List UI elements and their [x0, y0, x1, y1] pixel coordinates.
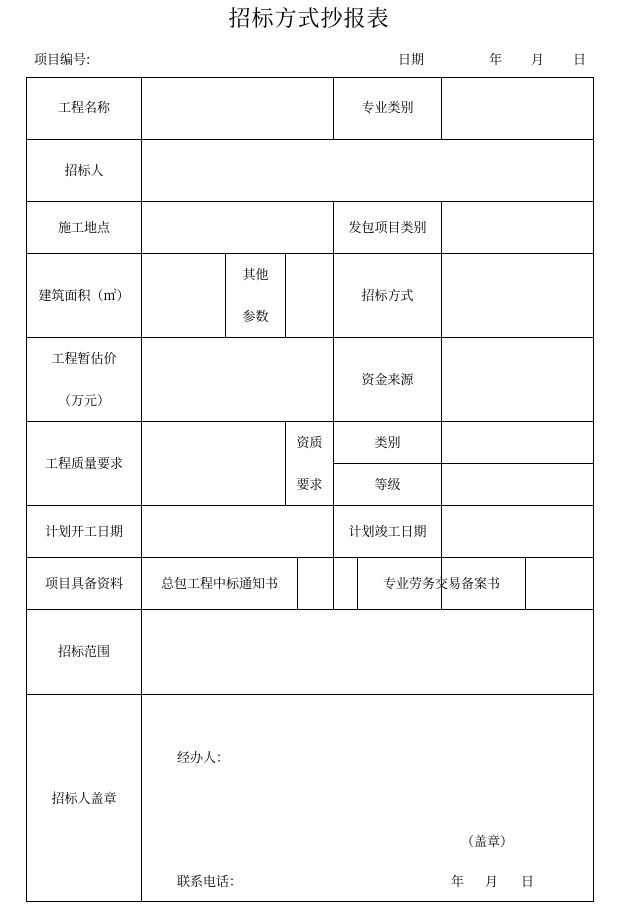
col-divider — [441, 78, 442, 139]
project-no-label: 项目编号: — [34, 53, 91, 68]
col-divider — [141, 78, 142, 902]
col-divider — [333, 201, 334, 609]
header-year: 年 — [489, 53, 503, 68]
label-notice: 总包工程中标通知书 — [160, 577, 278, 592]
label-contract-type: 发包项目类别 — [348, 221, 427, 236]
row-divider — [27, 421, 594, 422]
row-divider — [27, 253, 594, 254]
label-qual-2: 要求 — [296, 478, 323, 493]
label-category: 类别 — [374, 436, 401, 451]
label-est-price-2: （万元） — [57, 394, 110, 409]
label-quality: 工程质量要求 — [44, 457, 123, 472]
row-divider — [27, 139, 594, 140]
page-title: 招标方式抄报表 — [228, 7, 390, 32]
label-project-name: 工程名称 — [57, 101, 110, 116]
row-divider — [27, 337, 594, 338]
row-divider — [27, 609, 594, 610]
label-start-date: 计划开工日期 — [44, 525, 123, 540]
label-scope: 招标范围 — [57, 645, 110, 660]
label-est-price-1: 工程暂估价 — [51, 352, 117, 367]
footer-year: 年 — [451, 875, 465, 890]
label-seal: 招标人盖章 — [51, 792, 117, 807]
col-divider — [525, 557, 526, 609]
col-divider — [285, 253, 286, 337]
handler-label: 经办人： — [177, 751, 230, 766]
label-other-2: 参数 — [242, 310, 269, 325]
phone-label: 联系电话： — [177, 875, 243, 890]
label-materials: 项目具备资料 — [44, 577, 123, 592]
label-tenderer: 招标人 — [64, 164, 104, 179]
seal-note: （盖章） — [461, 835, 514, 850]
header-day: 日 — [573, 53, 587, 68]
form-table — [26, 77, 594, 902]
label-site: 施工地点 — [57, 221, 110, 236]
label-specialty-type: 专业类别 — [361, 101, 414, 116]
col-divider — [441, 201, 442, 609]
row-divider — [334, 463, 594, 464]
label-finish-date: 计划竣工日期 — [348, 525, 427, 540]
label-other-1: 其他 — [242, 268, 269, 283]
row-divider — [27, 694, 594, 695]
footer-month: 月 — [485, 875, 499, 890]
label-qual-1: 资质 — [296, 436, 323, 451]
label-grade: 等级 — [374, 478, 401, 493]
date-label: 日期 — [398, 53, 425, 68]
label-area: 建筑面积（㎡） — [38, 289, 130, 304]
row-divider — [27, 201, 594, 202]
label-tender-method: 招标方式 — [361, 289, 414, 304]
footer-day: 日 — [521, 875, 535, 890]
row-divider — [27, 505, 594, 506]
label-fund-source: 资金来源 — [361, 373, 414, 388]
col-divider — [297, 557, 298, 609]
header-month: 月 — [531, 53, 545, 68]
row-divider — [27, 557, 594, 558]
label-labor-record: 专业劳务交易备案书 — [382, 577, 500, 592]
